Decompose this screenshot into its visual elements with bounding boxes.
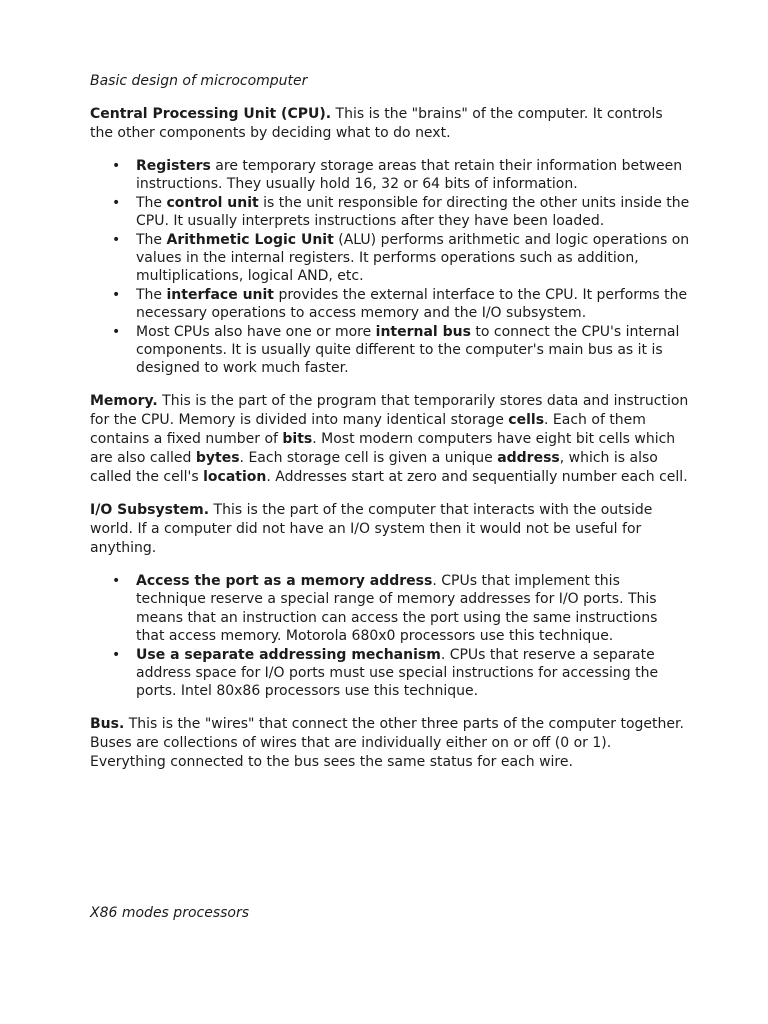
list-item-term: Use a separate addressing mechanism (136, 646, 441, 663)
list-item-text: . CPUs that reserve a separate address space for I/O ports must use special instructions for accessing the ports. Intel 80x86 processors use this technique. (136, 646, 659, 700)
cpu-components-list (90, 157, 690, 378)
bullet-icon: • (112, 572, 121, 589)
list-item (90, 286, 690, 323)
list-item-text: is the unit responsible for directing the other units inside the CPU. It usually interprets instructions after they have been loaded. (136, 194, 690, 230)
io-text: This is the part of the computer that interacts with the outside world. If a computer did not have an I/O system then it would not be useful for anything. (90, 501, 653, 556)
cpu-paragraph (90, 105, 690, 143)
list-item (90, 572, 690, 646)
memory-label: Memory. (90, 392, 158, 409)
section-heading: X86 modes processors (90, 905, 250, 921)
list-item-text: provides the external interface to the CPU. It performs the necessary operations to access memory and the I/O subsystem. (136, 286, 688, 322)
list-item-term: interface unit (166, 286, 274, 303)
memory-term: bytes (195, 449, 240, 466)
bullet-icon: • (112, 231, 121, 248)
list-item-text: Most CPUs also have one or more (136, 323, 376, 340)
cpu-text: This is the "brains" of the computer. It controls the other components by deciding what to do next. (90, 106, 663, 141)
bus-label: Bus. (90, 715, 125, 732)
io-label: I/O Subsystem. (90, 501, 210, 518)
bus-text: This is the "wires" that connect the other three parts of the computer together. Buses are collections of wires that are individually either on or off (0 or 1). Everything connected to the bus sees the same status for each wire. (90, 715, 684, 770)
list-item-text: The (136, 231, 167, 248)
list-item-text: to connect the CPU's internal components. It is usually quite different to the computer's main bus as it is designed to work much faster. (136, 323, 680, 377)
bullet-icon: • (112, 194, 121, 211)
memory-text: , which is also called the cell's (90, 449, 658, 485)
memory-term: address (497, 449, 560, 466)
list-item-term: Access the port as a memory address (136, 572, 433, 589)
bullet-icon: • (112, 158, 121, 174)
memory-text: . Each of them contains a fixed number of (90, 411, 646, 447)
cpu-label: Central Processing Unit (CPU). (90, 106, 332, 122)
list-item-text: are temporary storage areas that retain their information between instructions. They usually hold 16, 32 or 64 bits of information. (136, 158, 683, 193)
memory-text: This is the part of the program that temporarily stores data and instruction for the CPU. Memory is divided into many identical storage (90, 392, 689, 428)
list-item-text: (ALU) performs arithmetic and logic operations on values in the internal registers. It performs operations such as addition, multiplications, logical AND, etc. (136, 231, 690, 285)
bullet-icon: • (112, 323, 121, 340)
memory-text: . Addresses start at zero and sequentially number each cell. (266, 468, 688, 485)
list-item (90, 194, 690, 231)
bullet-icon: • (112, 646, 121, 663)
memory-text: . Each storage cell is given a unique (239, 449, 498, 466)
memory-term: cells (508, 411, 545, 428)
io-methods-list (90, 572, 690, 701)
bullet-icon: • (112, 286, 121, 303)
memory-term: location (203, 468, 267, 485)
list-item-term: internal bus (375, 323, 471, 340)
document-title: Basic design of microcomputer (90, 73, 308, 89)
list-item-text: . CPUs that implement this technique reserve a special range of memory addresses for I/O ports. This means that an instruction can access the port using the same instructions that access memory. Motorola 680x0 processors use this technique. (136, 572, 658, 645)
memory-term: bits (282, 430, 313, 447)
list-item (90, 323, 690, 378)
list-item (90, 157, 690, 194)
memory-text: . Most modern computers have eight bit cells which are also called (90, 430, 676, 466)
list-item-term: control unit (166, 194, 259, 211)
memory-paragraph (90, 392, 690, 487)
list-item-text: The (136, 286, 167, 303)
list-item-term: Registers (136, 158, 211, 174)
io-paragraph (90, 501, 690, 558)
list-item-term: Arithmetic Logic Unit (166, 231, 334, 248)
list-item (90, 231, 690, 286)
list-item-text: The (136, 194, 167, 211)
document-body (90, 72, 690, 772)
list-item (90, 646, 690, 701)
bus-paragraph (90, 715, 690, 772)
